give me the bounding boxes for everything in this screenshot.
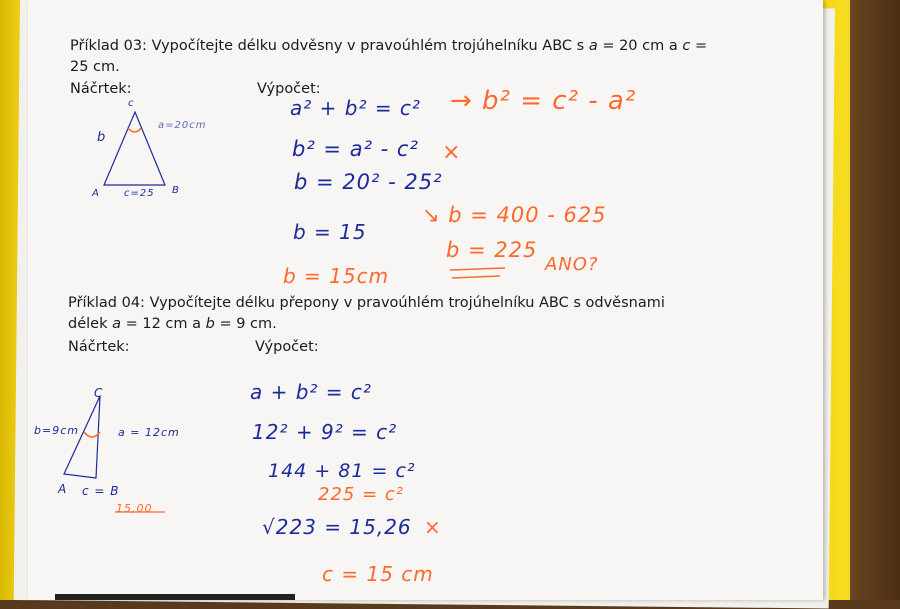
wooden-desk bbox=[850, 0, 900, 600]
calc03-wrong-mark: × bbox=[442, 140, 462, 165]
equals-sign: = bbox=[694, 38, 708, 54]
calc03-rearranged: → b² = c² - a² bbox=[450, 86, 637, 116]
problem03-line1 bbox=[70, 37, 707, 56]
problem04-calc-label: Výpočet: bbox=[255, 339, 319, 355]
calc04-result-225: 225 = c² bbox=[318, 484, 404, 505]
value-b-04: = 9 cm. bbox=[219, 316, 277, 332]
next-problem-heading-cut bbox=[55, 594, 295, 600]
problem04-heading: Příklad 04: bbox=[68, 295, 145, 311]
calc03-step-4: b = 15 bbox=[293, 220, 367, 244]
var-b-04: b bbox=[205, 316, 215, 332]
sketch03-vertex-b: B bbox=[172, 185, 180, 196]
problem04-line1 bbox=[68, 294, 665, 313]
value-a: = 20 cm a bbox=[602, 38, 678, 54]
calc03-result-225: b = 225 bbox=[446, 238, 538, 262]
calc04-step-4: √223 = 15,26 bbox=[262, 515, 412, 539]
sketch04-vertex-a: A bbox=[58, 482, 68, 496]
calc04-step-3: 144 + 81 = c² bbox=[268, 460, 416, 482]
var-c: c bbox=[682, 38, 691, 54]
var-a: a bbox=[588, 38, 598, 54]
problem03-calc-label: Výpočet: bbox=[257, 81, 321, 97]
problem03-line2: 25 cm. bbox=[70, 59, 120, 75]
problem04-text: Vypočítejte délku přepony v pravoúhlém trojúhelníku ABC s odvěsnami bbox=[149, 295, 665, 311]
problem04-text-prefix: délek bbox=[68, 316, 108, 332]
sketch04-side-a: a = 12cm bbox=[118, 426, 180, 439]
problem03-sketch-label: Náčrtek: bbox=[70, 81, 132, 97]
sketch04-side-b: b=9cm bbox=[34, 424, 79, 437]
calc04-final: c = 15 cm bbox=[322, 562, 434, 586]
calc03-step-1: a² + b² = c² bbox=[290, 96, 421, 120]
problem04-sketch-label: Náčrtek: bbox=[68, 339, 130, 355]
calc03-final: b = 15cm bbox=[283, 264, 390, 288]
sketch03-side-c: c=25 bbox=[124, 188, 155, 199]
sketch03-vertex-c: c bbox=[128, 98, 135, 109]
problem03-heading: Příklad 03: bbox=[70, 38, 147, 54]
value-a-04: = 12 cm a bbox=[125, 316, 202, 332]
sketch03-side-b: b bbox=[97, 130, 107, 145]
problem04-line2 bbox=[68, 315, 277, 334]
var-a-04: a bbox=[112, 316, 121, 332]
calc03-substitution: ↘ b = 400 - 625 bbox=[422, 203, 607, 227]
calc03-step-2: b² = a² - c² bbox=[292, 137, 419, 161]
sketch04-side-c-value: 15,00 bbox=[116, 502, 153, 515]
sketch04-vertex-c: C bbox=[94, 386, 104, 400]
sketch04-side-c: c = B bbox=[82, 484, 120, 498]
calc03-question: ANO? bbox=[545, 254, 599, 275]
sketch03-side-a: a=20cm bbox=[158, 120, 207, 131]
calc03-step-3: b = 20² - 25² bbox=[294, 170, 443, 194]
problem03-text: Vypočítejte délku odvěsny v pravoúhlém trojúhelníku ABC s bbox=[151, 38, 585, 54]
calc04-step-2: 12² + 9² = c² bbox=[252, 420, 398, 444]
sketch03-vertex-a: A bbox=[92, 188, 100, 199]
calc04-wrong-mark: × bbox=[424, 515, 442, 539]
calc04-step-1: a + b² = c² bbox=[250, 380, 372, 404]
